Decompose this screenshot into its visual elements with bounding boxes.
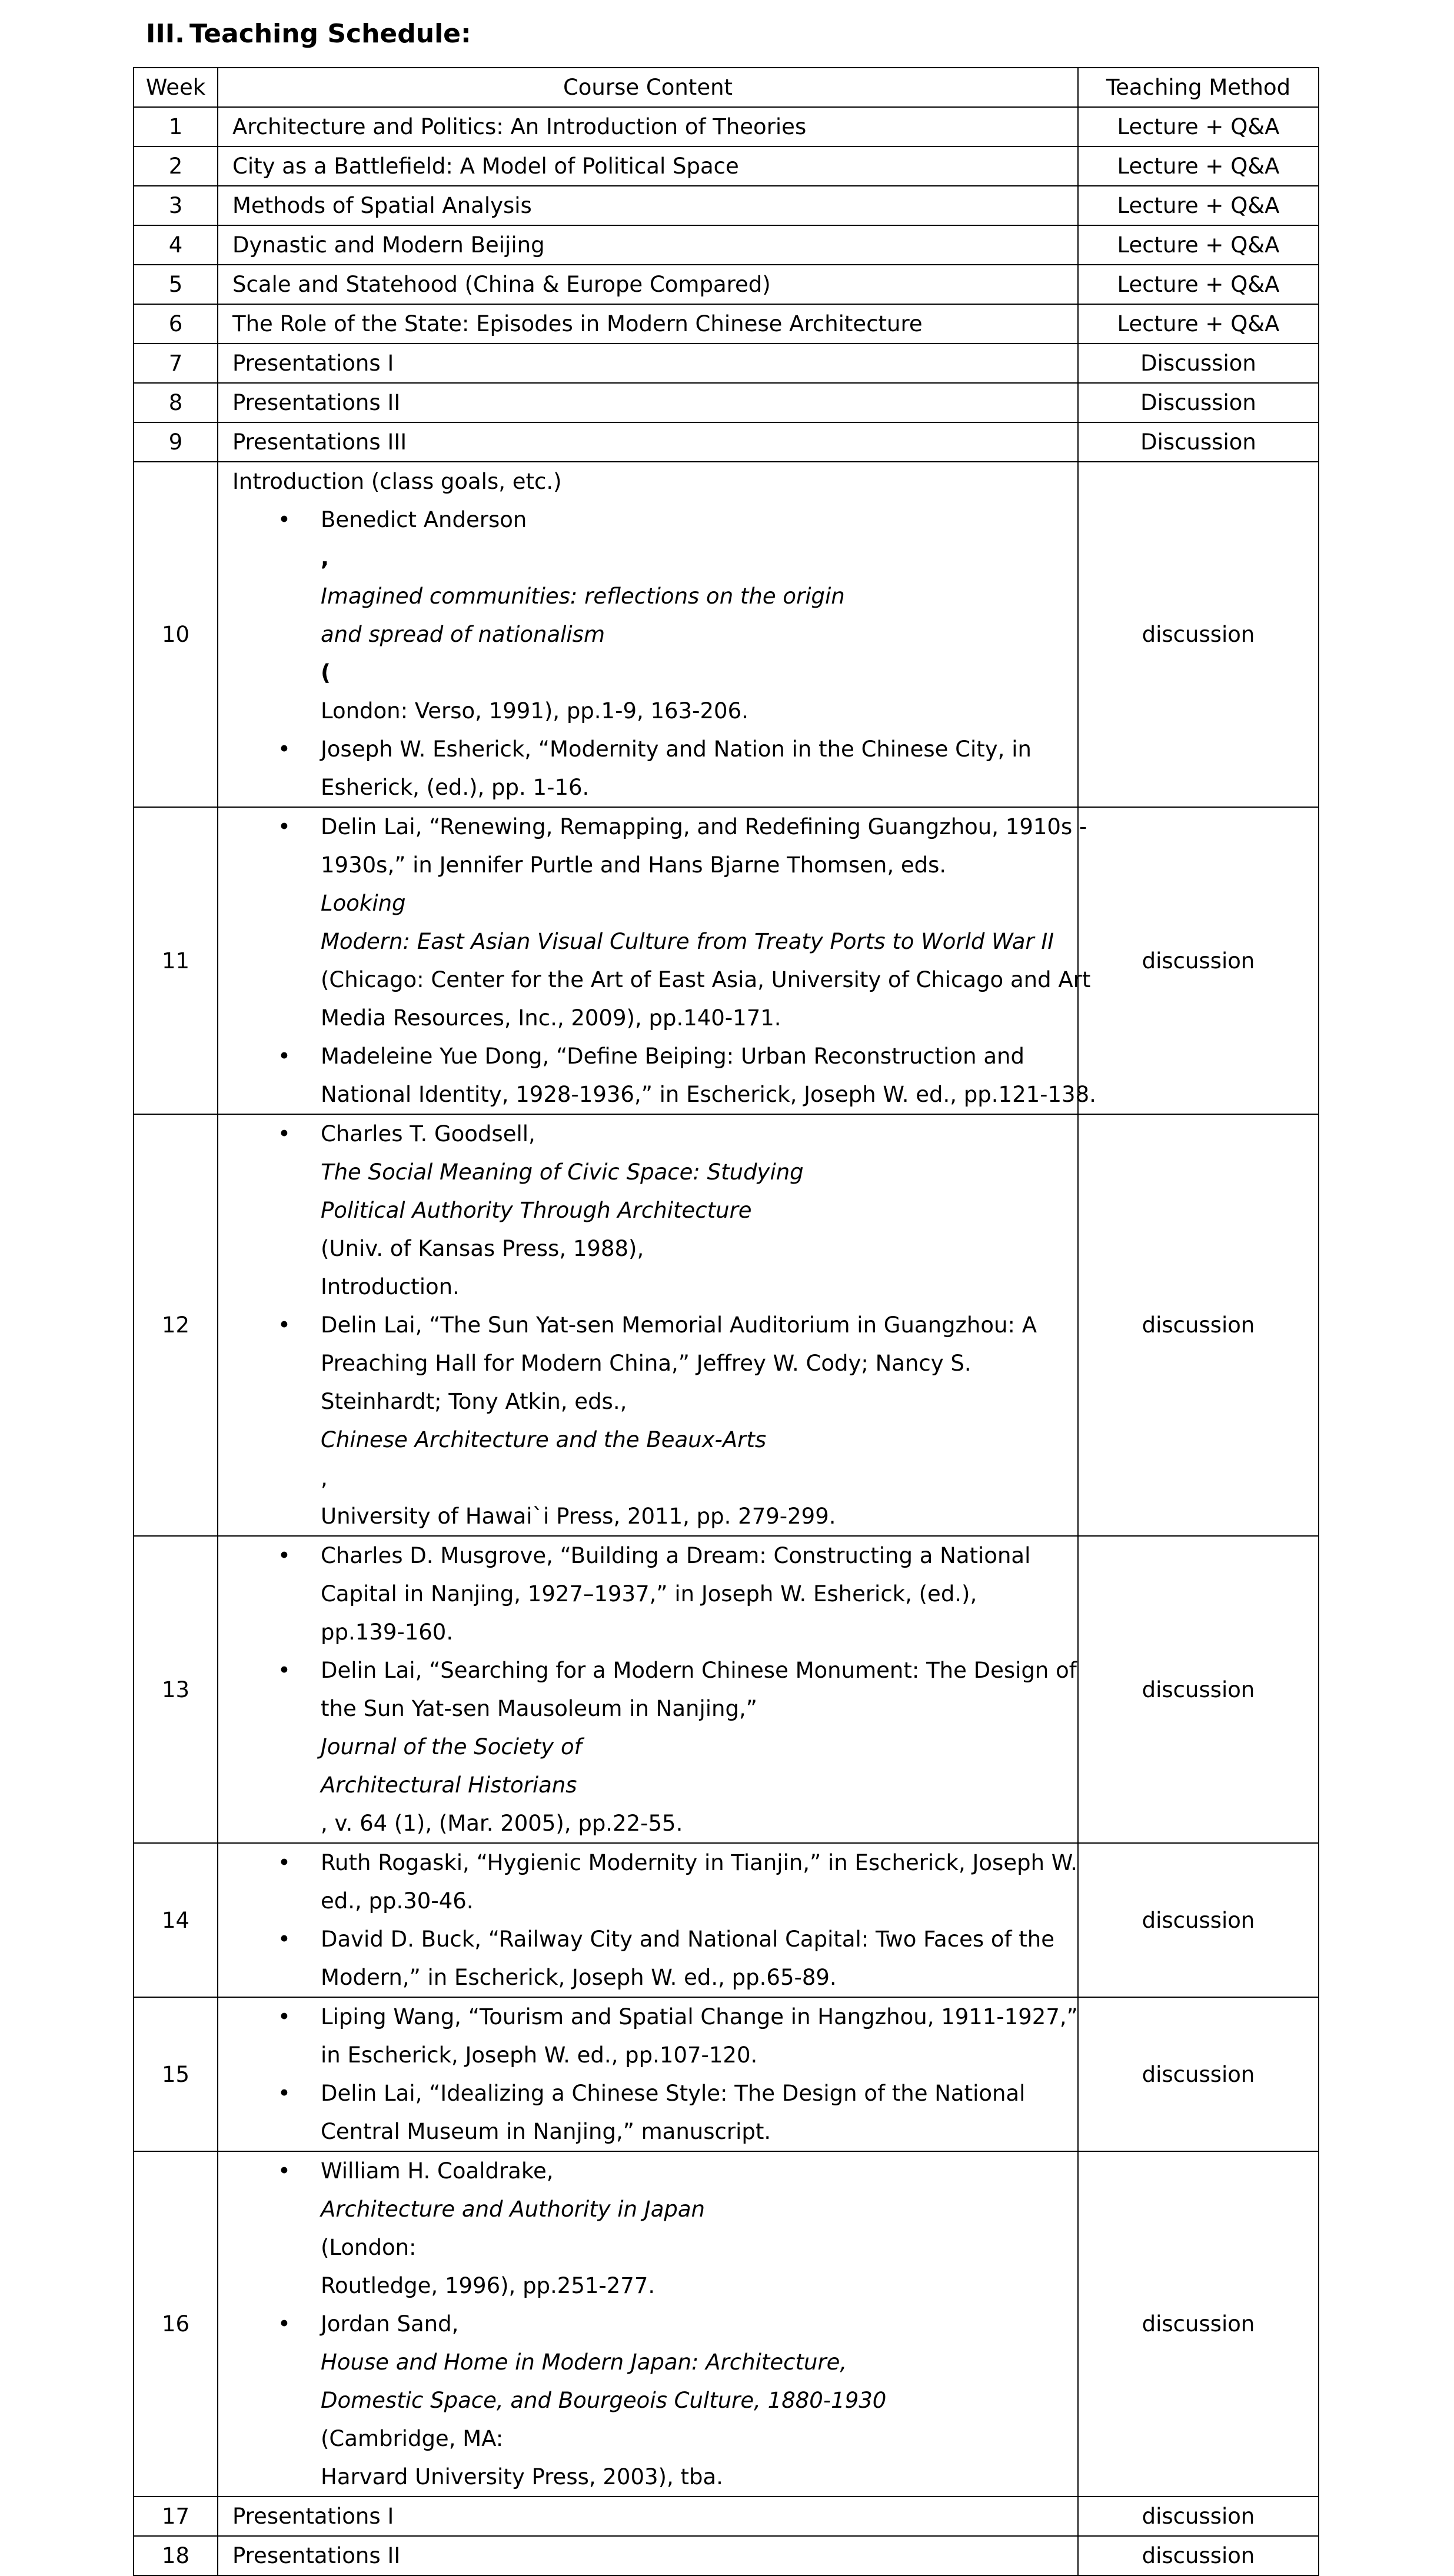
table-row-week-5 [134,265,1319,304]
bullet-icon: • [278,1850,291,1875]
reading-item [232,1537,1074,1651]
reading-list [232,808,1096,1114]
reading-title: The Social Meaning of Civic Space: Studying [321,1159,804,1185]
reading-line: University of Hawai`i Press, 2011, pp. 279-299. [321,1504,836,1529]
section-title: Teaching Schedule: [189,19,471,49]
header-teaching-method: Teaching Method [1078,68,1319,107]
week-number: 7 [134,344,218,383]
reading-list [232,2152,1074,2496]
week-number: 4 [134,225,218,265]
reading-item [232,501,1074,730]
bullet-icon: • [278,1927,291,1952]
reading-line: Liping Wang, “Tourism and Spatial Change in Hangzhou, 1911-1927,” [321,2004,1078,2030]
reading-punct: ( [321,660,331,685]
course-content [218,1536,1078,1843]
reading-line: Central Museum in Nanjing,” manuscript. [321,2119,771,2144]
teaching-method: Discussion [1078,422,1319,462]
teaching-method: Lecture + Q&A [1078,304,1319,344]
reading-line: Ruth Rogaski, “Hygienic Modernity in Tianjin,” in Escherick, Joseph W. [321,1850,1077,1875]
bullet-icon: • [278,814,291,839]
reading-item [232,730,1074,807]
teaching-method: Lecture + Q&A [1078,107,1319,146]
course-content [218,1843,1078,1997]
week-number: 14 [134,1843,218,1997]
course-content: Methods of Spatial Analysis [218,186,1078,225]
reading-line: ed., pp.30-46. [321,1888,474,1914]
week-number: 3 [134,186,218,225]
reading-item [232,1844,1077,1920]
reading-line: Delin Lai, “The Sun Yat-sen Memorial Auditorium in Guangzhou: A [321,1312,1037,1338]
table-row-week-10 [134,462,1319,807]
bullet-icon: • [278,1121,291,1147]
reading-item [232,1306,1074,1535]
reading-line: Delin Lai, “Renewing, Remapping, and Redefining Guangzhou, 1910s - [321,814,1087,839]
reading-title: Architectural Historians [321,1772,577,1798]
reading-line: Media Resources, Inc., 2009), pp.140-171. [321,1005,781,1031]
reading-item [232,1651,1077,1842]
teaching-method: discussion [1078,462,1319,807]
reading-author: William H. Coaldrake, [321,2158,554,2184]
reading-line: National Identity, 1928-1936,” in Escherick, Joseph W. ed., pp.121-138. [321,1082,1096,1107]
table-header-row [134,68,1319,107]
reading-line: the Sun Yat-sen Mausoleum in Nanjing,” [321,1696,757,1721]
reading-line: 1930s,” in Jennifer Purtle and Hans Bjarne Thomsen, eds. [321,852,947,878]
header-course-content: Course Content [218,68,1078,107]
bullet-icon: • [278,507,291,532]
table-row-week-9 [134,422,1319,462]
course-content: Presentations I [218,2497,1078,2536]
week-number: 17 [134,2497,218,2536]
reading-line: Esherick, (ed.), pp. 1-16. [321,775,590,800]
reading-line: David D. Buck, “Railway City and National Capital: Two Faces of the [321,1927,1055,1952]
reading-line: Delin Lai, “Searching for a Modern Chinese Monument: The Design of [321,1658,1077,1683]
reading-line: Delin Lai, “Idealizing a Chinese Style: The Design of the National [321,2081,1026,2106]
table-row-week-11 [134,807,1319,1114]
reading-citation: London: Verso, 1991), pp.1-9, 163-206. [321,698,748,724]
reading-line: Introduction. [321,1274,460,1299]
teaching-method: Lecture + Q&A [1078,186,1319,225]
teaching-method: Discussion [1078,383,1319,422]
course-content [218,1114,1078,1536]
week-number: 2 [134,146,218,186]
reading-item [232,2074,1074,2151]
reading-citation: (London: [321,2235,417,2260]
header-week: Week [134,68,218,107]
week-number: 8 [134,383,218,422]
teaching-method: discussion [1078,2497,1319,2536]
reading-item [232,1115,1074,1306]
reading-title: Architecture and Authority in Japan [321,2197,705,2222]
week-number: 10 [134,462,218,807]
reading-punct: , [321,1465,328,1491]
reading-list [232,1537,1077,1842]
reading-line: Steinhardt; Tony Atkin, eds., [321,1389,627,1414]
reading-line: Joseph W. Esherick, “Modernity and Nation in the Chinese City, in [321,737,1032,762]
reading-line: Routledge, 1996), pp.251-277. [321,2273,656,2298]
teaching-method: Lecture + Q&A [1078,225,1319,265]
course-content: Architecture and Politics: An Introduction of Theories [218,107,1078,146]
reading-punct: , [321,545,330,571]
bullet-icon: • [278,1312,291,1338]
course-content [218,1997,1078,2151]
course-content: Dynastic and Modern Beijing [218,225,1078,265]
week-number: 18 [134,2536,218,2575]
table-row-week-13 [134,1536,1319,1843]
section-heading [146,13,471,55]
table-row-week-16 [134,2151,1319,2497]
table-row-week-17 [134,2497,1319,2536]
bullet-icon: • [278,2004,291,2030]
reading-author: Jordan Sand, [321,2311,459,2337]
reading-citation: , v. 64 (1), (Mar. 2005), pp.22-55. [321,1811,683,1836]
reading-line: Madeleine Yue Dong, “Define Beiping: Urban Reconstruction and [321,1044,1024,1069]
table-row-week-6 [134,304,1319,344]
reading-title: House and Home in Modern Japan: Architecture, [321,2350,847,2375]
bullet-icon: • [278,2081,291,2106]
reading-citation: (Cambridge, MA: [321,2426,504,2451]
week-number: 16 [134,2151,218,2497]
course-content: The Role of the State: Episodes in Modern Chinese Architecture [218,304,1078,344]
bullet-icon: • [278,1543,291,1568]
reading-line: Modern,” in Escherick, Joseph W. ed., pp.65-89. [321,1965,837,1990]
teaching-method: discussion [1078,1114,1319,1536]
table-row-week-7 [134,344,1319,383]
reading-item [232,1920,1074,1997]
course-content: City as a Battlefield: A Model of Political Space [218,146,1078,186]
teaching-method: discussion [1078,1997,1319,2151]
reading-author: Benedict Anderson [321,507,527,532]
reading-list [232,1844,1077,1997]
section-number: III. [146,19,185,49]
course-content [218,462,1078,807]
table-row-week-4 [134,225,1319,265]
teaching-method: Discussion [1078,344,1319,383]
teaching-method: discussion [1078,807,1319,1114]
course-content: Presentations II [218,383,1078,422]
reading-list [232,501,1074,807]
reading-list [232,1998,1078,2151]
teaching-method: discussion [1078,1536,1319,1843]
bullet-icon: • [278,1658,291,1683]
reading-line: Harvard University Press, 2003), tba. [321,2464,723,2490]
bullet-icon: • [278,2158,291,2184]
bullet-icon: • [278,1044,291,1069]
reading-title: Imagined communities: reflections on the origin [321,584,845,609]
teaching-method: Lecture + Q&A [1078,146,1319,186]
course-content: Scale and Statehood (China & Europe Compared) [218,265,1078,304]
reading-line: Capital in Nanjing, 1927–1937,” in Joseph W. Esherick, (ed.), [321,1581,977,1607]
reading-citation: (Univ. of Kansas Press, 1988), [321,1236,644,1261]
reading-item [232,808,1091,1037]
course-content: Presentations II [218,2536,1078,2575]
week-number: 1 [134,107,218,146]
week-number: 11 [134,807,218,1114]
reading-line: in Escherick, Joseph W. ed., pp.107-120. [321,2042,758,2068]
reading-line: (Chicago: Center for the Art of East Asia, University of Chicago and Art [321,967,1091,992]
reading-item [232,2305,1074,2496]
reading-item [232,1998,1078,2074]
reading-line: pp.139-160. [321,1619,454,1645]
course-content: Presentations I [218,344,1078,383]
teaching-method: discussion [1078,2536,1319,2575]
reading-title: Journal of the Society of [321,1734,582,1759]
week-number: 15 [134,1997,218,2151]
week-number: 12 [134,1114,218,1536]
table-row-week-15 [134,1997,1319,2151]
reading-item [232,1037,1096,1114]
table-row-week-2 [134,146,1319,186]
reading-title: Looking [321,891,406,916]
reading-line: Charles D. Musgrove, “Building a Dream: Constructing a National [321,1543,1031,1568]
teaching-method: Lecture + Q&A [1078,265,1319,304]
bullet-icon: • [278,2311,291,2337]
course-content: Presentations III [218,422,1078,462]
table-row-week-14 [134,1843,1319,1997]
reading-title: Domestic Space, and Bourgeois Culture, 1880-1930 [321,2388,887,2413]
table-row-week-3 [134,186,1319,225]
bullet-icon: • [278,737,291,762]
reading-title: Modern: East Asian Visual Culture from Treaty Ports to World War II [321,929,1054,954]
table-row-week-18 [134,2536,1319,2575]
reading-list [232,1115,1074,1535]
reading-title: Political Authority Through Architecture [321,1198,752,1223]
course-content [218,2151,1078,2497]
table-row-week-1 [134,107,1319,146]
teaching-method: discussion [1078,2151,1319,2497]
reading-title: Chinese Architecture and the Beaux-Arts [321,1427,767,1452]
teaching-method: discussion [1078,1843,1319,1997]
reading-title: and spread of nationalism [321,622,605,647]
reading-author: Charles T. Goodsell, [321,1121,535,1147]
week-number: 5 [134,265,218,304]
reading-line: Preaching Hall for Modern China,” Jeffrey W. Cody; Nancy S. [321,1351,971,1376]
teaching-schedule-table [133,67,1319,2576]
reading-item [232,2152,1074,2305]
table-row-week-12 [134,1114,1319,1536]
week-number: 9 [134,422,218,462]
week-number: 13 [134,1536,218,1843]
intro-text: Introduction (class goals, etc.) [232,469,562,494]
week-number: 6 [134,304,218,344]
course-content [218,807,1096,1114]
table-row-week-8 [134,383,1319,422]
